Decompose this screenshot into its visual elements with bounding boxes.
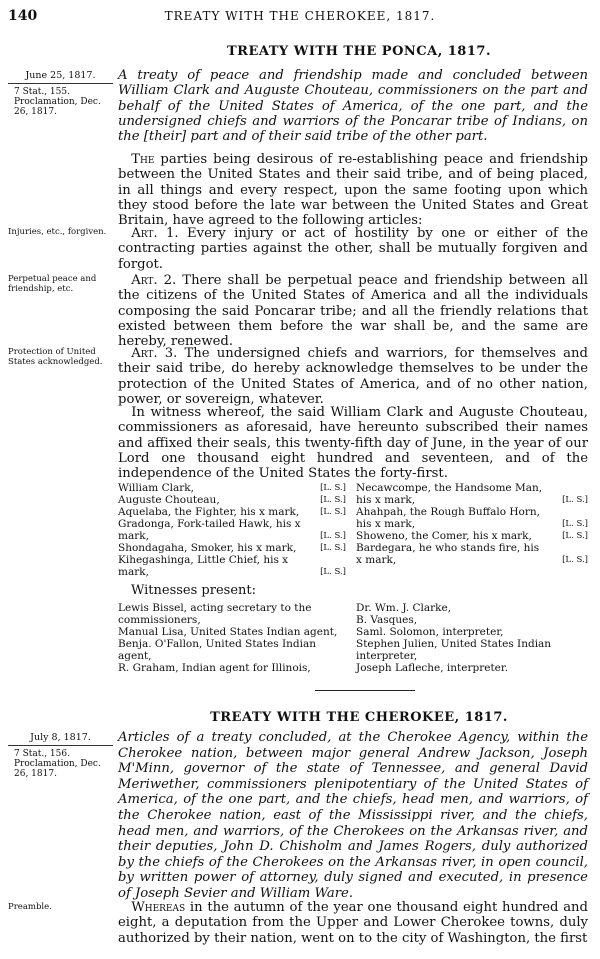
ponca-preamble-lead: The — [131, 152, 155, 167]
seal-mark: [L. S.] — [562, 555, 588, 566]
seal-mark: [L. S.] — [320, 483, 346, 493]
seal-mark: [L. S.] — [320, 531, 346, 542]
ponca-article-3 — [118, 346, 588, 407]
ponca-intro: A treaty of peace and friendship made and concluded between William Clark and Auguste Chouteau, commissioners on the part and behalf of the United States of America, of the one part, and the undersigned chiefs and warriors of the Poncarar tribe of Indians, on the [their] part and of their said tribe of the other part. — [118, 68, 588, 145]
article-label: Art. 3. — [131, 346, 178, 361]
seal-mark: [L. S.] — [320, 567, 346, 578]
witnesses-right-column — [356, 603, 588, 674]
signatures-left-column — [118, 483, 346, 579]
page-header — [8, 8, 592, 28]
article-text: Every injury or act of hostility by one or either of the contracting parties against the other, shall be mutually forgiven and forgot. — [118, 226, 588, 272]
seal-mark: [L. S.] — [320, 507, 346, 517]
witness-entry: Dr. Wm. J. Clarke, — [356, 602, 452, 614]
witness-entry: R. Graham, Indian agent for Illinois, — [118, 661, 311, 674]
seal-mark: [L. S.] — [562, 495, 588, 506]
signature-entry: Aquelaba, the Fighter, his x mark, [L. S.] — [118, 506, 346, 518]
witness-entry: Manual Lisa, United States Indian agent, — [118, 625, 338, 638]
signature-entry: Shondagaha, Smoker, his x mark, [L. S.] — [118, 542, 346, 554]
ponca-witness-clause: In witness whereof, the said William Clark and Auguste Chouteau, commissioners as aforesaid, have hereunto subscribed their names and affixed their seals, this twenty-fifth day of June, in the year of our Lord one thousand eight hundred and seventeen, and of the independence of the United States the forty-first. — [118, 405, 588, 482]
article-text: There shall be perpetual peace and friendship between all the citizens of the United States of America and all the individuals composing the said Poncarar tribe; and all the friendly relations that existed between them before the war shall be, and the same are hereby, renewed. — [118, 273, 588, 350]
ponca-citation: 7 Stat., 155. Proclamation, Dec. 26, 1817. — [14, 87, 101, 117]
cherokee-intro: Articles of a treaty concluded, at the Cherokee Agency, within the Cherokee nation, between major general Andrew Jackson, Joseph M'Minn, governor of the state of Tennessee, and general David Meriwether, commissioners plenipotentiary of the United States of America, of the one part, and the chiefs, head men, and warriors, of the Cherokee nation, east of the Mississippi river, and the chiefs, head men, and warriors, of the Cherokees on the Arkansas river, and their deputies, John D. Chisholm and James Rogers, duly authorized by the chiefs of the Cherokees on the Arkansas river, in open council, by written power of attorney, duly signed and executed, in presence of Joseph Sevier and William Ware. — [118, 730, 588, 901]
witnesses-heading: Witnesses present: — [131, 583, 256, 598]
article-label: Art. 1. — [131, 226, 179, 241]
seal-mark: [L. S.] — [320, 543, 346, 553]
witness-entry: Lewis Bissel, acting secretary to the commissioners, — [118, 602, 312, 626]
ponca-date: June 25, 1817. — [8, 71, 113, 84]
signature-entry: Necawcompe, the Handsome Man, his x mark, [L. S.] — [356, 482, 588, 506]
witness-entry: Stephen Julien, United States Indian interpreter, — [356, 637, 552, 662]
ponca-preamble — [118, 152, 588, 228]
margin-note-perpetual-peace: Perpetual peace and friendship, etc. — [8, 274, 97, 294]
ponca-article-1 — [118, 226, 588, 272]
cherokee-date: July 8, 1817. — [8, 733, 113, 746]
page-number: 140 — [8, 8, 38, 24]
cherokee-preamble-lead: Whereas — [131, 900, 186, 915]
cherokee-preamble-text: in the autumn of the year one thousand eight hundred and eight, a deputation from the Upper and Lower Cherokee towns, duly authorized by their nation, went on to the city of Washington, the first — [118, 900, 588, 946]
signature-entry: Ahahpah, the Rough Buffalo Horn, his x mark, [L. S.] — [356, 506, 588, 530]
article-label: Art. 2. — [131, 273, 177, 288]
signature-entry: Showeno, the Comer, his x mark, [L. S.] — [356, 530, 588, 542]
ponca-preamble-text: parties being desirous of re-establishing peace and friendship between the United States and their said tribe, and of being placed, in all things and every respect, upon the same footing upon which they stood before the late war between the United States and Great Britain, have agreed to the following articles: — [118, 152, 588, 229]
signatures-right-column — [356, 483, 588, 567]
cherokee-margin-note — [8, 733, 113, 779]
witness-entry: B. Vasques, — [356, 613, 418, 626]
cherokee-preamble — [118, 900, 588, 946]
ponca-witnesses — [118, 603, 588, 683]
witness-entry: Joseph Lafleche, interpreter. — [356, 661, 509, 674]
seal-mark: [L. S.] — [562, 531, 588, 541]
cherokee-treaty-title: TREATY WITH THE CHEROKEE, 1817. — [210, 710, 508, 725]
running-title: TREATY WITH THE CHEROKEE, 1817. — [164, 9, 436, 23]
ponca-signatures — [118, 483, 588, 578]
margin-note-preamble: Preamble. — [8, 902, 52, 912]
margin-note-protection: Protection of United States acknowledged. — [8, 347, 103, 367]
signature-entry: Auguste Chouteau, [L. S.] — [118, 494, 346, 506]
seal-mark: [L. S.] — [562, 519, 588, 530]
seal-mark: [L. S.] — [320, 495, 346, 505]
signature-entry: Bardegara, he who stands fire, his x mark, [L. S.] — [356, 542, 588, 566]
margin-note-injuries: Injuries, etc., forgiven. — [8, 227, 107, 237]
signature-entry: Kihegashinga, Little Chief, his x mark, [L. S.] — [118, 554, 346, 578]
cherokee-citation: 7 Stat., 156. Proclamation, Dec. 26, 1817. — [14, 749, 101, 779]
section-divider — [315, 690, 415, 691]
witnesses-left-column — [118, 603, 343, 674]
witness-entry: Benja. O'Fallon, United States Indian agent, — [118, 637, 316, 662]
article-text: The undersigned chiefs and warriors, for themselves and their said tribe, do hereby acknowledge themselves to be under the protection of the United States of America, and of no other nation, power, or sovereign, whatever. — [118, 346, 588, 407]
signature-entry: Gradonga, Fork-tailed Hawk, his x mark, [L. S.] — [118, 518, 346, 542]
ponca-article-2 — [118, 273, 588, 349]
ponca-margin-note — [8, 71, 113, 117]
signature-entry: William Clark, [L. S.] — [118, 482, 346, 494]
witness-entry: Saml. Solomon, interpreter, — [356, 625, 504, 638]
ponca-treaty-title: TREATY WITH THE PONCA, 1817. — [227, 44, 491, 59]
